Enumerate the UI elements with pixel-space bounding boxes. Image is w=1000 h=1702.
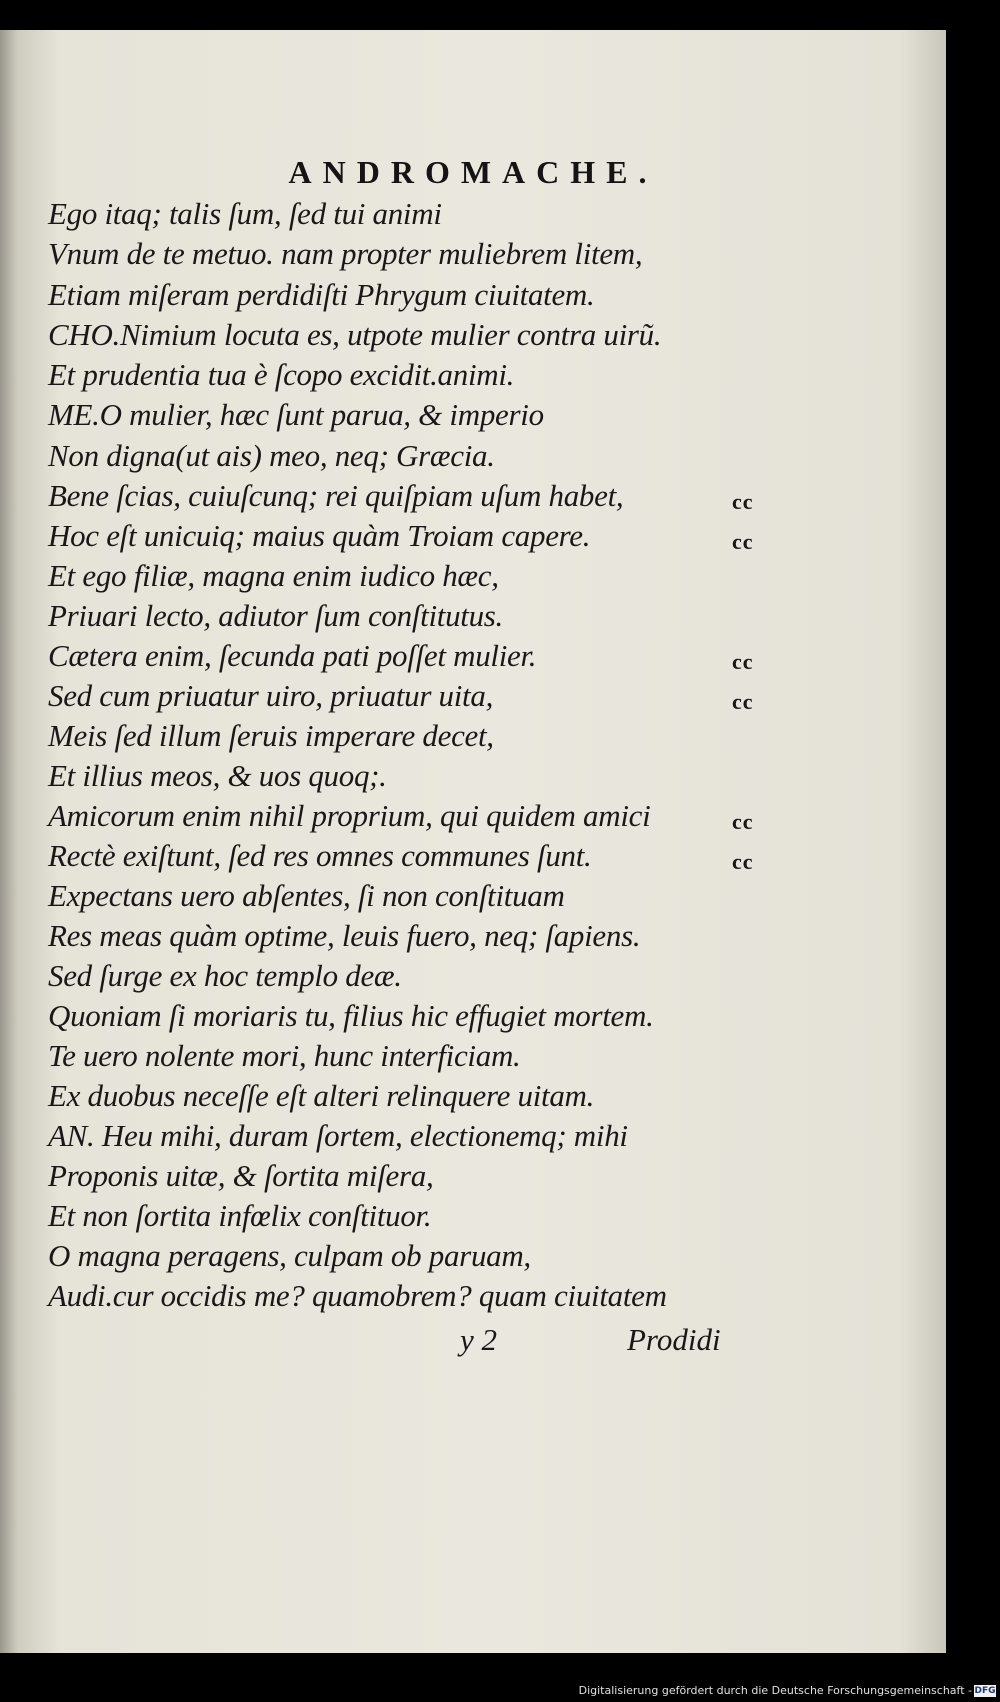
text-line: Et ego filiæ, magna enim iudico hæc,: [48, 558, 499, 593]
text-line: AN. Heu mihi, duram ſortem, electionemq; mihi: [48, 1118, 628, 1153]
text-line: Amicorum enim nihil proprium, qui quidem amici: [48, 798, 651, 833]
book-page: [0, 30, 946, 1653]
catchword: Prodidi: [627, 1322, 721, 1357]
text-line: Res meas quàm optime, leuis fuero, neq; ſapiens.: [48, 918, 641, 953]
funding-credit: Digitalisierung gefördert durch die Deutsche Forschungsgemeinschaft -: [578, 1684, 972, 1697]
text-line: Audi.cur occidis me? quamobrem? quam ciuitatem: [48, 1278, 667, 1313]
text-line: Expectans uero abſentes, ſi non conſtituam: [48, 878, 565, 913]
text-line: Ego itaq; talis ſum, ſed tui animi: [48, 196, 442, 231]
gnomic-mark: cc: [732, 529, 754, 554]
running-title: ANDROMACHE.: [288, 154, 658, 190]
text-line: Non digna(ut ais) meo, neq; Græcia.: [48, 438, 495, 473]
text-line: Et prudentia tua è ſcopo excidit.animi.: [48, 357, 515, 392]
text-line: Quoniam ſi moriaris tu, filius hic effugiet mortem.: [48, 998, 654, 1033]
text-line: Rectè exiſtunt, ſed res omnes communes ſunt.: [48, 838, 592, 873]
text-line: Cætera enim, ſecunda pati poſſet mulier.: [48, 638, 537, 673]
text-line: Proponis uitæ, & ſortita miſera,: [48, 1158, 434, 1193]
text-line: ME.O mulier, hæc ſunt parua, & imperio: [48, 397, 544, 432]
dfg-logo: DFG: [974, 1686, 996, 1696]
text-line: Sed cum priuatur uiro, priuatur uita,: [48, 678, 494, 713]
text-line: Et non ſortita infœlix conſtituor.: [48, 1198, 432, 1233]
text-line: Sed ſurge ex hoc templo deæ.: [48, 958, 402, 993]
digitization-footer: [0, 1682, 1000, 1702]
text-line: Et illius meos, & uos quoq;.: [48, 758, 387, 793]
text-line: Meis ſed illum ſeruis imperare decet,: [48, 718, 494, 753]
text-line: CHO.Nimium locuta es, utpote mulier contra uirũ.: [48, 317, 662, 352]
gnomic-mark: cc: [732, 689, 754, 714]
text-line: O magna peragens, culpam ob paruam,: [48, 1238, 531, 1273]
gnomic-mark: cc: [732, 489, 754, 514]
text-line: Te uero nolente mori, hunc interficiam.: [48, 1038, 521, 1073]
text-line: Vnum de te metuo. nam propter muliebrem litem,: [48, 236, 643, 271]
signature-mark: y 2: [460, 1322, 498, 1357]
gnomic-mark: cc: [732, 649, 754, 674]
text-line: Etiam miſeram perdidiſti Phrygum ciuitatem.: [48, 277, 595, 312]
text-line: Bene ſcias, cuiuſcunq; rei quiſpiam uſum habet,: [48, 478, 624, 513]
gnomic-mark: cc: [732, 849, 754, 874]
gnomic-mark: cc: [732, 809, 754, 834]
text-line: Hoc eſt unicuiq; maius quàm Troiam capere.: [48, 518, 591, 553]
text-line: Priuari lecto, adiutor ſum conſtitutus.: [48, 598, 504, 633]
text-line: Ex duobus neceſſe eſt alteri relinquere uitam.: [48, 1078, 595, 1113]
